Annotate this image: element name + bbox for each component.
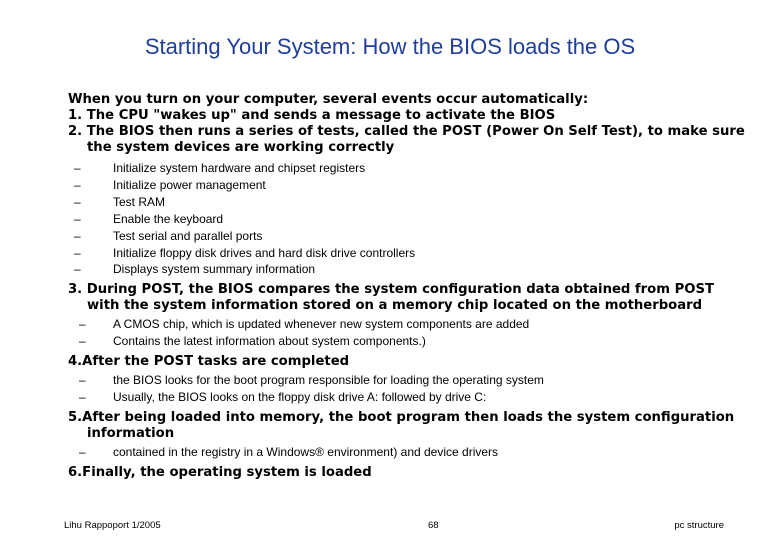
step-3: 3. During POST, the BIOS compares the system configuration data obtained from POST with the system information stored on a memory chip located on the motherboard [68, 282, 714, 314]
list-item: – Usually, the BIOS looks on the floppy disk drive A: followed by drive C: [73, 389, 748, 406]
slide-body [68, 92, 748, 481]
list-item: – the BIOS looks for the boot program responsible for loading the operating system [73, 372, 748, 389]
dash-bullet: – [74, 211, 81, 226]
list-item: – Displays system summary information [68, 261, 748, 278]
slide-title: Starting Your System: How the BIOS loads the OS [144, 34, 636, 59]
dash-bullet: – [74, 262, 81, 277]
dash-bullet: – [74, 161, 81, 175]
step-4: 4.After the POST tasks are completed [68, 354, 350, 370]
list-item: – Test RAM [68, 194, 748, 211]
dash-bullet: – [79, 390, 86, 405]
boot-notes-list [73, 372, 748, 406]
list-item: – Initialize floppy disk drives and hard disk drive controllers [68, 245, 748, 262]
dash-bullet: – [79, 317, 86, 332]
dash-bullet: – [74, 245, 81, 260]
footer-author: Lihu Rappoport 1/2005 [64, 520, 161, 531]
step-6: 6.Finally, the operating system is loaded [68, 464, 372, 480]
list-item: – contained in the registry in a Windows® environment) and device drivers [73, 444, 748, 461]
list-item: – Enable the keyboard [68, 211, 748, 228]
cmos-notes-list [73, 316, 748, 350]
step-1: 1. The CPU "wakes up" and sends a message to activate the BIOS [68, 108, 556, 123]
step-5: 5.After being loaded into memory, the boot program then loads the system configuration information [68, 409, 735, 441]
page-number: 68 [428, 520, 439, 531]
dash-bullet: – [79, 444, 86, 459]
footer-course: pc structure [674, 520, 724, 531]
dash-bullet: – [74, 177, 81, 192]
intro-text: When you turn on your computer, several events occur automatically: [68, 92, 589, 107]
step-2: 2. The BIOS then runs a series of tests, called the POST (Power On Self Test), to make sure the system devices are working correctly [68, 124, 745, 155]
post-steps-list [68, 160, 748, 278]
list-item: – A CMOS chip, which is updated whenever new system components are added [73, 316, 748, 333]
list-item: – Contains the latest information about system components.) [73, 333, 748, 350]
dash-bullet: – [74, 228, 81, 243]
dash-bullet: – [79, 334, 86, 349]
config-notes-list [73, 444, 748, 461]
dash-bullet: – [74, 194, 81, 209]
list-item: – Initialize power management [68, 177, 748, 194]
list-item: – Test serial and parallel ports [68, 228, 748, 245]
list-item: – Initialize system hardware and chipset registers [68, 160, 748, 177]
dash-bullet: – [79, 373, 86, 388]
